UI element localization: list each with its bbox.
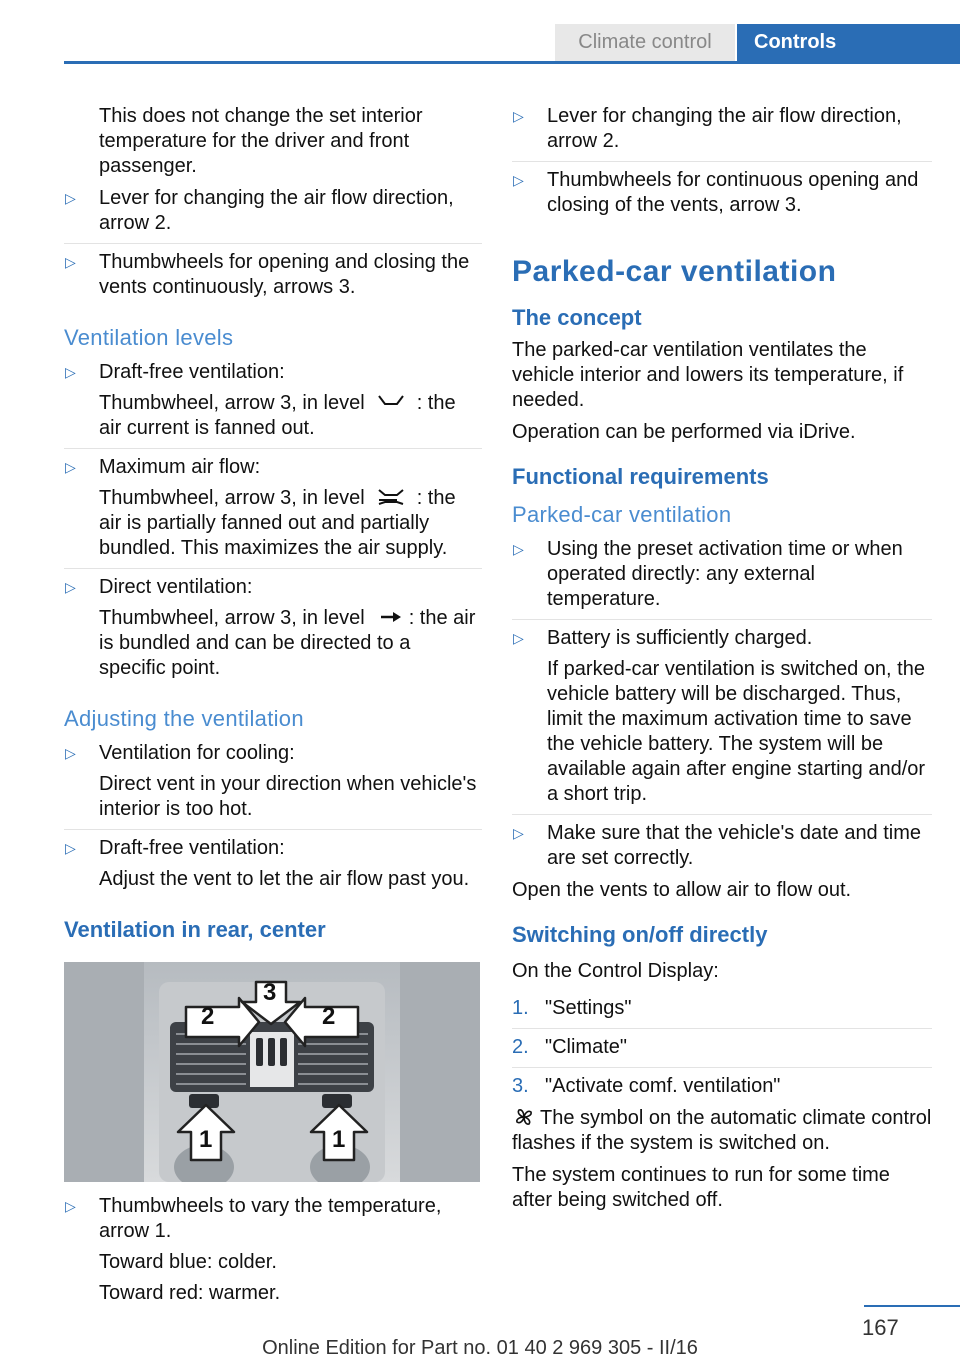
triangle-bullet-icon: ▷: [65, 1198, 76, 1214]
functional-requirements-heading: Functional requirements: [512, 464, 769, 489]
arrow-label-1-right: 1: [332, 1126, 346, 1153]
list-item: [64, 360, 482, 441]
list-item: ▷ Using the preset activation time or when operated directly: any external temperature.: [513, 538, 903, 610]
triangle-bullet-icon: ▷: [513, 825, 524, 841]
continues-text: The system continues to run for some time after being switched off.: [512, 1164, 890, 1211]
level-title: Direct ventilation:: [99, 576, 253, 598]
arrow-label-2-left: 2: [201, 1003, 215, 1030]
symbol-text: The symbol on the automatic climate control flashes if the system is switched on.: [512, 1107, 932, 1154]
level-text: Thumbwheel, arrow 3, in level : the air is bundled and can be directed to a specific point.: [99, 607, 476, 679]
ventilation-fan-icon: [514, 1108, 534, 1126]
footer-edition: Online Edition for Part no. 01 40 2 969 305 - II/16: [262, 1337, 698, 1359]
header-rule: [64, 61, 960, 64]
list-item: ▷ Draft-free ventilation: Adjust the vent to let the air flow past you.: [64, 829, 482, 892]
parked-car-subheading: Parked-car ventilation: [512, 502, 732, 527]
concept-heading: The concept: [512, 305, 642, 330]
parked-car-ventilation-title: Parked-car ventilation: [512, 255, 837, 288]
list-item: [64, 448, 482, 561]
triangle-bullet-icon: ▷: [65, 364, 76, 380]
list-item: ▷ Battery is sufficiently charged. If parked-car ventilation is switched on, the vehicle battery will be discharged. Thus, limit the maximum activation time to save the vehicle battery. The system will be available again after engine starting and/or a short trip.: [512, 619, 932, 807]
arrow-label-2-right: 2: [322, 1003, 336, 1030]
left-column: [64, 104, 482, 1313]
bundled-arrow-icon: [377, 608, 405, 626]
level-text: Thumbwheel, arrow 3, in level : the air is partially fanned out and partially bundled. This maximizes the air supply.: [99, 487, 456, 559]
level-title: Draft-free ventilation:: [99, 361, 285, 383]
level-text: Thumbwheel, arrow 3, in level : the air current is fanned out.: [99, 392, 456, 439]
right-column: [512, 104, 932, 1220]
list-item: ▷ Thumbwheels for opening and closing the vents continuously, arrows 3.: [64, 243, 482, 300]
list-item: ▷ Ventilation for cooling: Direct vent in your direction when vehicle's interior is too hot.: [65, 742, 477, 820]
concept-text: The parked-car ventilation ventilates the vehicle interior and lowers its temperature, if needed.: [512, 339, 904, 411]
header-section-tab: Climate control: [555, 24, 735, 61]
vents-text: Open the vents to allow air to flow out.: [512, 879, 852, 901]
triangle-bullet-icon: ▷: [513, 630, 524, 646]
list-item: 3. "Activate comf. ventilation": [512, 1067, 932, 1099]
level-title: Maximum air flow:: [99, 456, 261, 478]
partially-bundled-icon: [377, 488, 405, 506]
adjusting-ventilation-heading: Adjusting the ventilation: [64, 706, 304, 731]
triangle-bullet-icon: ▷: [65, 254, 76, 270]
list-item: 2. "Climate": [512, 1028, 932, 1060]
fanned-out-icon: [377, 393, 405, 411]
switching-heading: Switching on/off directly: [512, 922, 768, 947]
arrow-label-1-left: 1: [199, 1126, 213, 1153]
ventilation-levels-heading: Ventilation levels: [64, 325, 234, 350]
triangle-bullet-icon: ▷: [65, 459, 76, 475]
intro-text: This does not change the set interior temperature for the driver and front passenger.: [99, 105, 423, 177]
arrow-label-3: 3: [263, 979, 277, 1006]
list-item: ▷ Thumbwheels to vary the temperature, arrow 1. Toward blue: colder. Toward red: warmer.: [65, 1195, 442, 1304]
header-chapter-tab: Controls: [737, 24, 960, 61]
rear-vent-photo: [64, 962, 480, 1182]
control-display-text: On the Control Display:: [512, 960, 719, 982]
list-item: ▷ Make sure that the vehicle's date and time are set correctly.: [512, 814, 932, 871]
triangle-bullet-icon: ▷: [65, 840, 76, 856]
triangle-bullet-icon: ▷: [65, 745, 76, 761]
page-number: 167: [862, 1315, 899, 1340]
rear-ventilation-heading: Ventilation in rear, center: [64, 917, 326, 942]
list-item: ▷ Lever for changing the air flow direction, arrow 2.: [65, 187, 454, 234]
triangle-bullet-icon: ▷: [65, 190, 76, 206]
list-item: [64, 568, 482, 681]
triangle-bullet-icon: ▷: [513, 172, 524, 188]
triangle-bullet-icon: ▷: [513, 541, 524, 557]
list-item: ▷ Thumbwheels for continuous opening and closing of the vents, arrow 3.: [512, 161, 932, 218]
triangle-bullet-icon: ▷: [65, 579, 76, 595]
footer-rule: [864, 1305, 960, 1307]
list-item: 1. "Settings": [512, 997, 632, 1019]
idrive-text: Operation can be performed via iDrive.: [512, 421, 856, 443]
triangle-bullet-icon: ▷: [513, 108, 524, 124]
list-item: ▷ Lever for changing the air flow direction, arrow 2.: [513, 105, 902, 152]
